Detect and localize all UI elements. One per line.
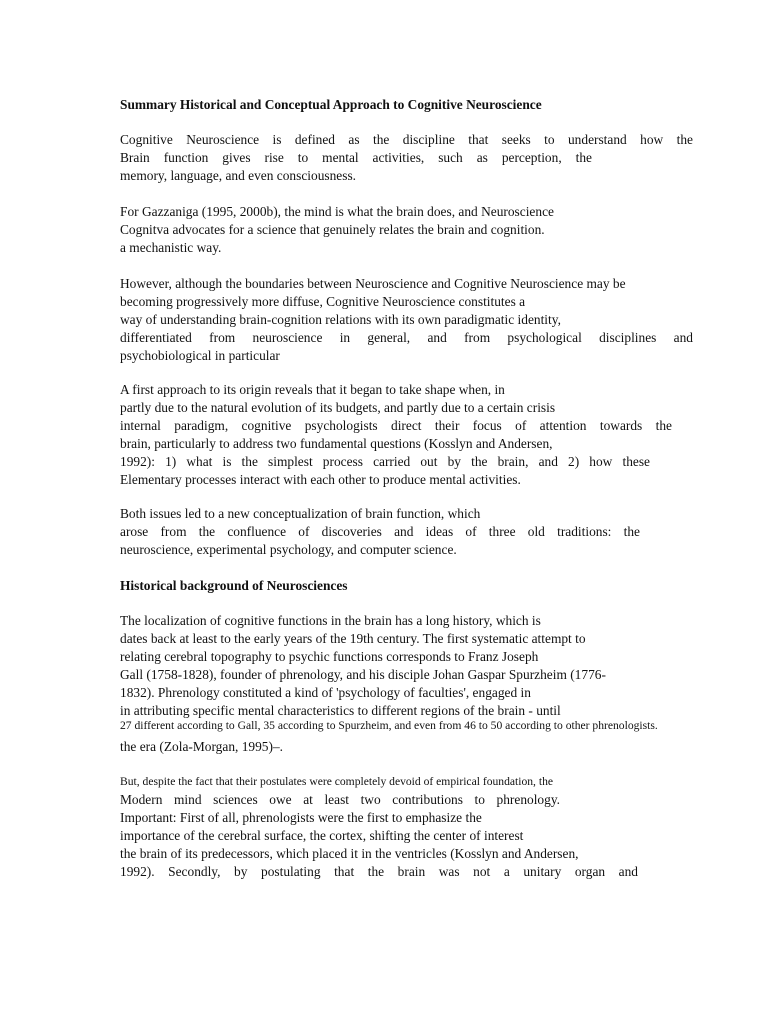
paragraph-line-small: 27 different according to Gall, 35 according to Spurzheim, and even from 46 to 50 according to other phrenologists.: [120, 719, 658, 732]
paragraph-line: a mechanistic way.: [120, 240, 222, 255]
paragraph-line: psychobiological in particular: [120, 348, 280, 363]
paragraph-line: memory, language, and even consciousness.: [120, 168, 357, 183]
paragraph-line: However, although the boundaries between Neuroscience and Cognitive Neuroscience may be: [120, 276, 626, 291]
paragraph-line: A first approach to its origin reveals that it began to take shape when, in: [120, 382, 505, 397]
paragraph-line: importance of the cerebral surface, the cortex, shifting the center of interest: [120, 828, 524, 843]
paragraph-line: 1992). Secondly, by postulating that the brain was not a unitary organ and: [120, 864, 638, 879]
paragraph-line: internal paradigm, cognitive psychologists direct their focus of attention towards the: [120, 418, 672, 433]
paragraph-line: dates back at least to the early years of the 19th century. The first systematic attempt to: [120, 631, 586, 646]
paragraph-line: Brain function gives rise to mental activities, such as perception, the: [120, 150, 592, 165]
paragraph-line: partly due to the natural evolution of its budgets, and partly due to a certain crisis: [120, 400, 556, 415]
paragraph-line: arose from the confluence of discoveries and ideas of three old traditions: the: [120, 524, 640, 539]
paragraph-line: neuroscience, experimental psychology, and computer science.: [120, 542, 457, 557]
paragraph-line: relating cerebral topography to psychic functions corresponds to Franz Joseph: [120, 649, 539, 664]
paragraph-line: Cognitive Neuroscience is defined as the discipline that seeks to understand how the: [120, 132, 693, 147]
paragraph-line: the era (Zola-Morgan, 1995)–.: [120, 739, 283, 754]
paragraph-line: way of understanding brain-cognition relations with its own paradigmatic identity,: [120, 312, 561, 327]
paragraph-line: Cognitva advocates for a science that genuinely relates the brain and cognition.: [120, 222, 545, 237]
paragraph-line: Elementary processes interact with each other to produce mental activities.: [120, 472, 521, 487]
paragraph-line: the brain of its predecessors, which placed it in the ventricles (Kosslyn and Andersen,: [120, 846, 579, 861]
paragraph-line: Gall (1758-1828), founder of phrenology, and his disciple Johan Gaspar Spurzheim (1776-: [120, 667, 606, 682]
paragraph-line-small: But, despite the fact that their postulates were completely devoid of empirical foundation, the: [120, 775, 554, 788]
paragraph-line: Modern mind sciences owe at least two contributions to phrenology.: [120, 792, 560, 807]
document-title: Summary Historical and Conceptual Approach to Cognitive Neuroscience: [120, 97, 542, 112]
paragraph-line: becoming progressively more diffuse, Cognitive Neuroscience constitutes a: [120, 294, 526, 309]
paragraph-line: 1992): 1) what is the simplest process carried out by the brain, and 2) how these: [120, 454, 650, 469]
section-heading: Historical background of Neurosciences: [120, 578, 348, 593]
paragraph-line: in attributing specific mental characteristics to different regions of the brain - until: [120, 703, 561, 718]
paragraph-line: Both issues led to a new conceptualization of brain function, which: [120, 506, 481, 521]
paragraph-line: 1832). Phrenology constituted a kind of 'psychology of faculties', engaged in: [120, 685, 531, 700]
paragraph-line: The localization of cognitive functions in the brain has a long history, which is: [120, 613, 541, 628]
paragraph-line: For Gazzaniga (1995, 2000b), the mind is what the brain does, and Neuroscience: [120, 204, 554, 219]
paragraph-line: brain, particularly to address two fundamental questions (Kosslyn and Andersen,: [120, 436, 553, 451]
paragraph-line: differentiated from neuroscience in general, and from psychological disciplines and: [120, 330, 693, 345]
paragraph-line: Important: First of all, phrenologists were the first to emphasize the: [120, 810, 482, 825]
